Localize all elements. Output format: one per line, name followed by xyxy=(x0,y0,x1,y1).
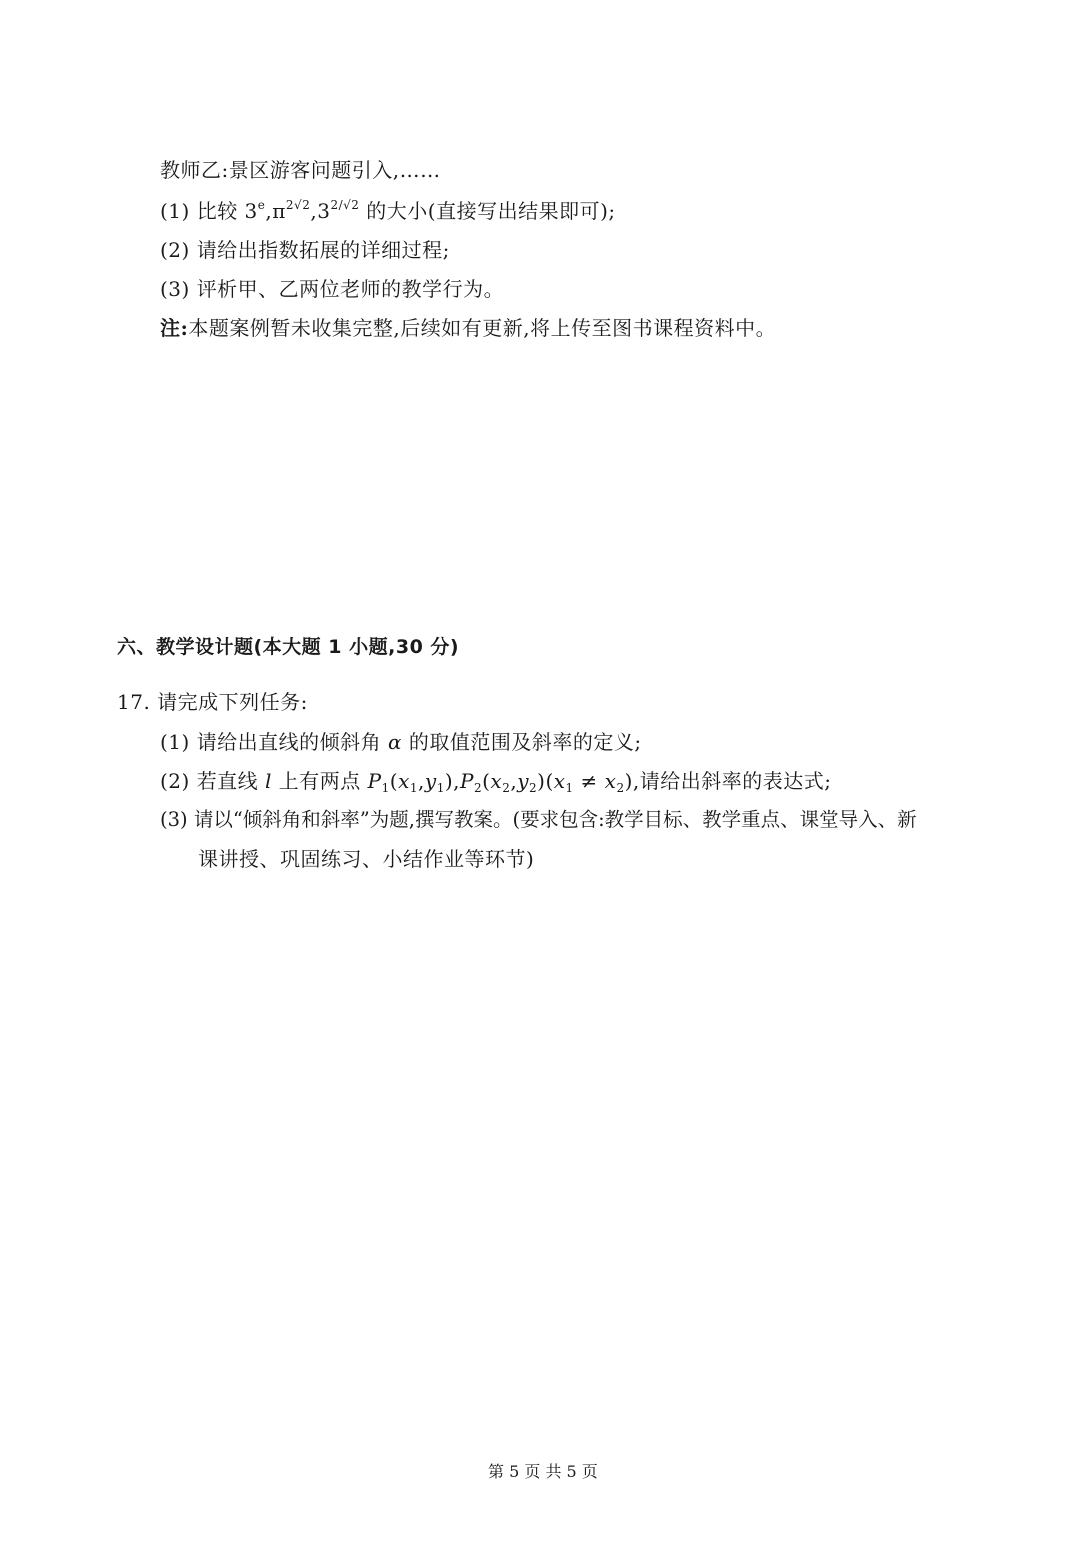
y1-subscript: 1 xyxy=(436,781,445,795)
y2-subscript: 2 xyxy=(529,781,538,795)
teacher-b-line: 教师乙:景区游客问题引入,…… xyxy=(160,158,441,182)
q17-item-2 xyxy=(160,768,832,794)
q1-exp-1: 2√2 xyxy=(285,198,311,212)
not-equal-sign: ≠ xyxy=(573,769,605,793)
cond-x2-subscript: 2 xyxy=(616,781,625,795)
p2-close: )( xyxy=(537,769,554,793)
question-3-line: (3) 评析甲、乙两位老师的教学行为。 xyxy=(160,277,505,301)
alpha-symbol: α xyxy=(388,730,403,754)
p1-open: ( xyxy=(389,769,399,793)
x1-subscript: 1 xyxy=(409,781,419,795)
q17-intro: 17. 请完成下列任务: xyxy=(117,690,308,714)
q17-item-1 xyxy=(160,729,642,755)
q1-c2: ,3 xyxy=(310,199,331,223)
q17-item2-tail: ),请给出斜率的表达式; xyxy=(624,769,832,793)
q17-item2-num: (2) 若直线 xyxy=(160,769,266,793)
point-p1: P xyxy=(367,769,382,793)
q1-number: (1) xyxy=(160,199,190,223)
p1-close: ), xyxy=(444,769,460,793)
line-l-symbol: l xyxy=(265,769,272,793)
q1-c1: ,π xyxy=(265,199,286,223)
q17-item1-post: 的取值范围及斜率的定义; xyxy=(402,730,642,754)
section-6-heading: 六、教学设计题(本大题 1 小题,30 分) xyxy=(117,636,460,658)
q17-item-3-line-2: 课讲授、巩固练习、小结作业等环节) xyxy=(198,847,535,871)
x1-symbol: x xyxy=(398,769,410,793)
p2-comma: , xyxy=(510,769,518,793)
q1-post: 的大小(直接写出结果即可); xyxy=(359,199,616,223)
note-label: 注: xyxy=(160,316,189,340)
q1-exp-e: e xyxy=(257,198,266,212)
cond-x1: x xyxy=(553,769,566,793)
p1-subscript: 1 xyxy=(381,781,390,795)
q1-pre: 比较 3 xyxy=(196,199,258,223)
y2-symbol: y xyxy=(517,769,530,793)
y1-symbol: y xyxy=(424,769,437,793)
note-line xyxy=(160,315,776,341)
x2-symbol: x xyxy=(490,769,503,793)
x2-subscript: 2 xyxy=(502,781,511,795)
q17-item2-mid: 上有两点 xyxy=(271,769,368,793)
p2-open: ( xyxy=(482,769,491,793)
p1-comma: , xyxy=(418,769,425,793)
q1-exp-2: 2/√2 xyxy=(330,198,360,212)
page-number: 第 5 页 共 5 页 xyxy=(488,1462,598,1481)
q17-item-3-line-1: (3) 请以“倾斜角和斜率”为题,撰写教案。(要求包含:教学目标、教学重点、课堂导入、新 xyxy=(160,808,917,831)
p2-subscript: 2 xyxy=(473,781,483,795)
cond-x2: x xyxy=(604,769,617,793)
question-2-line: (2) 请给出指数拓展的详细过程; xyxy=(160,238,450,262)
note-text: 本题案例暂未收集完整,后续如有更新,将上传至图书课程资料中。 xyxy=(188,316,777,340)
cond-x1-subscript: 1 xyxy=(565,781,574,795)
point-p2: P xyxy=(460,769,474,793)
question-1-line xyxy=(160,198,616,224)
q17-item1-pre: (1) 请给出直线的倾斜角 xyxy=(160,730,389,754)
